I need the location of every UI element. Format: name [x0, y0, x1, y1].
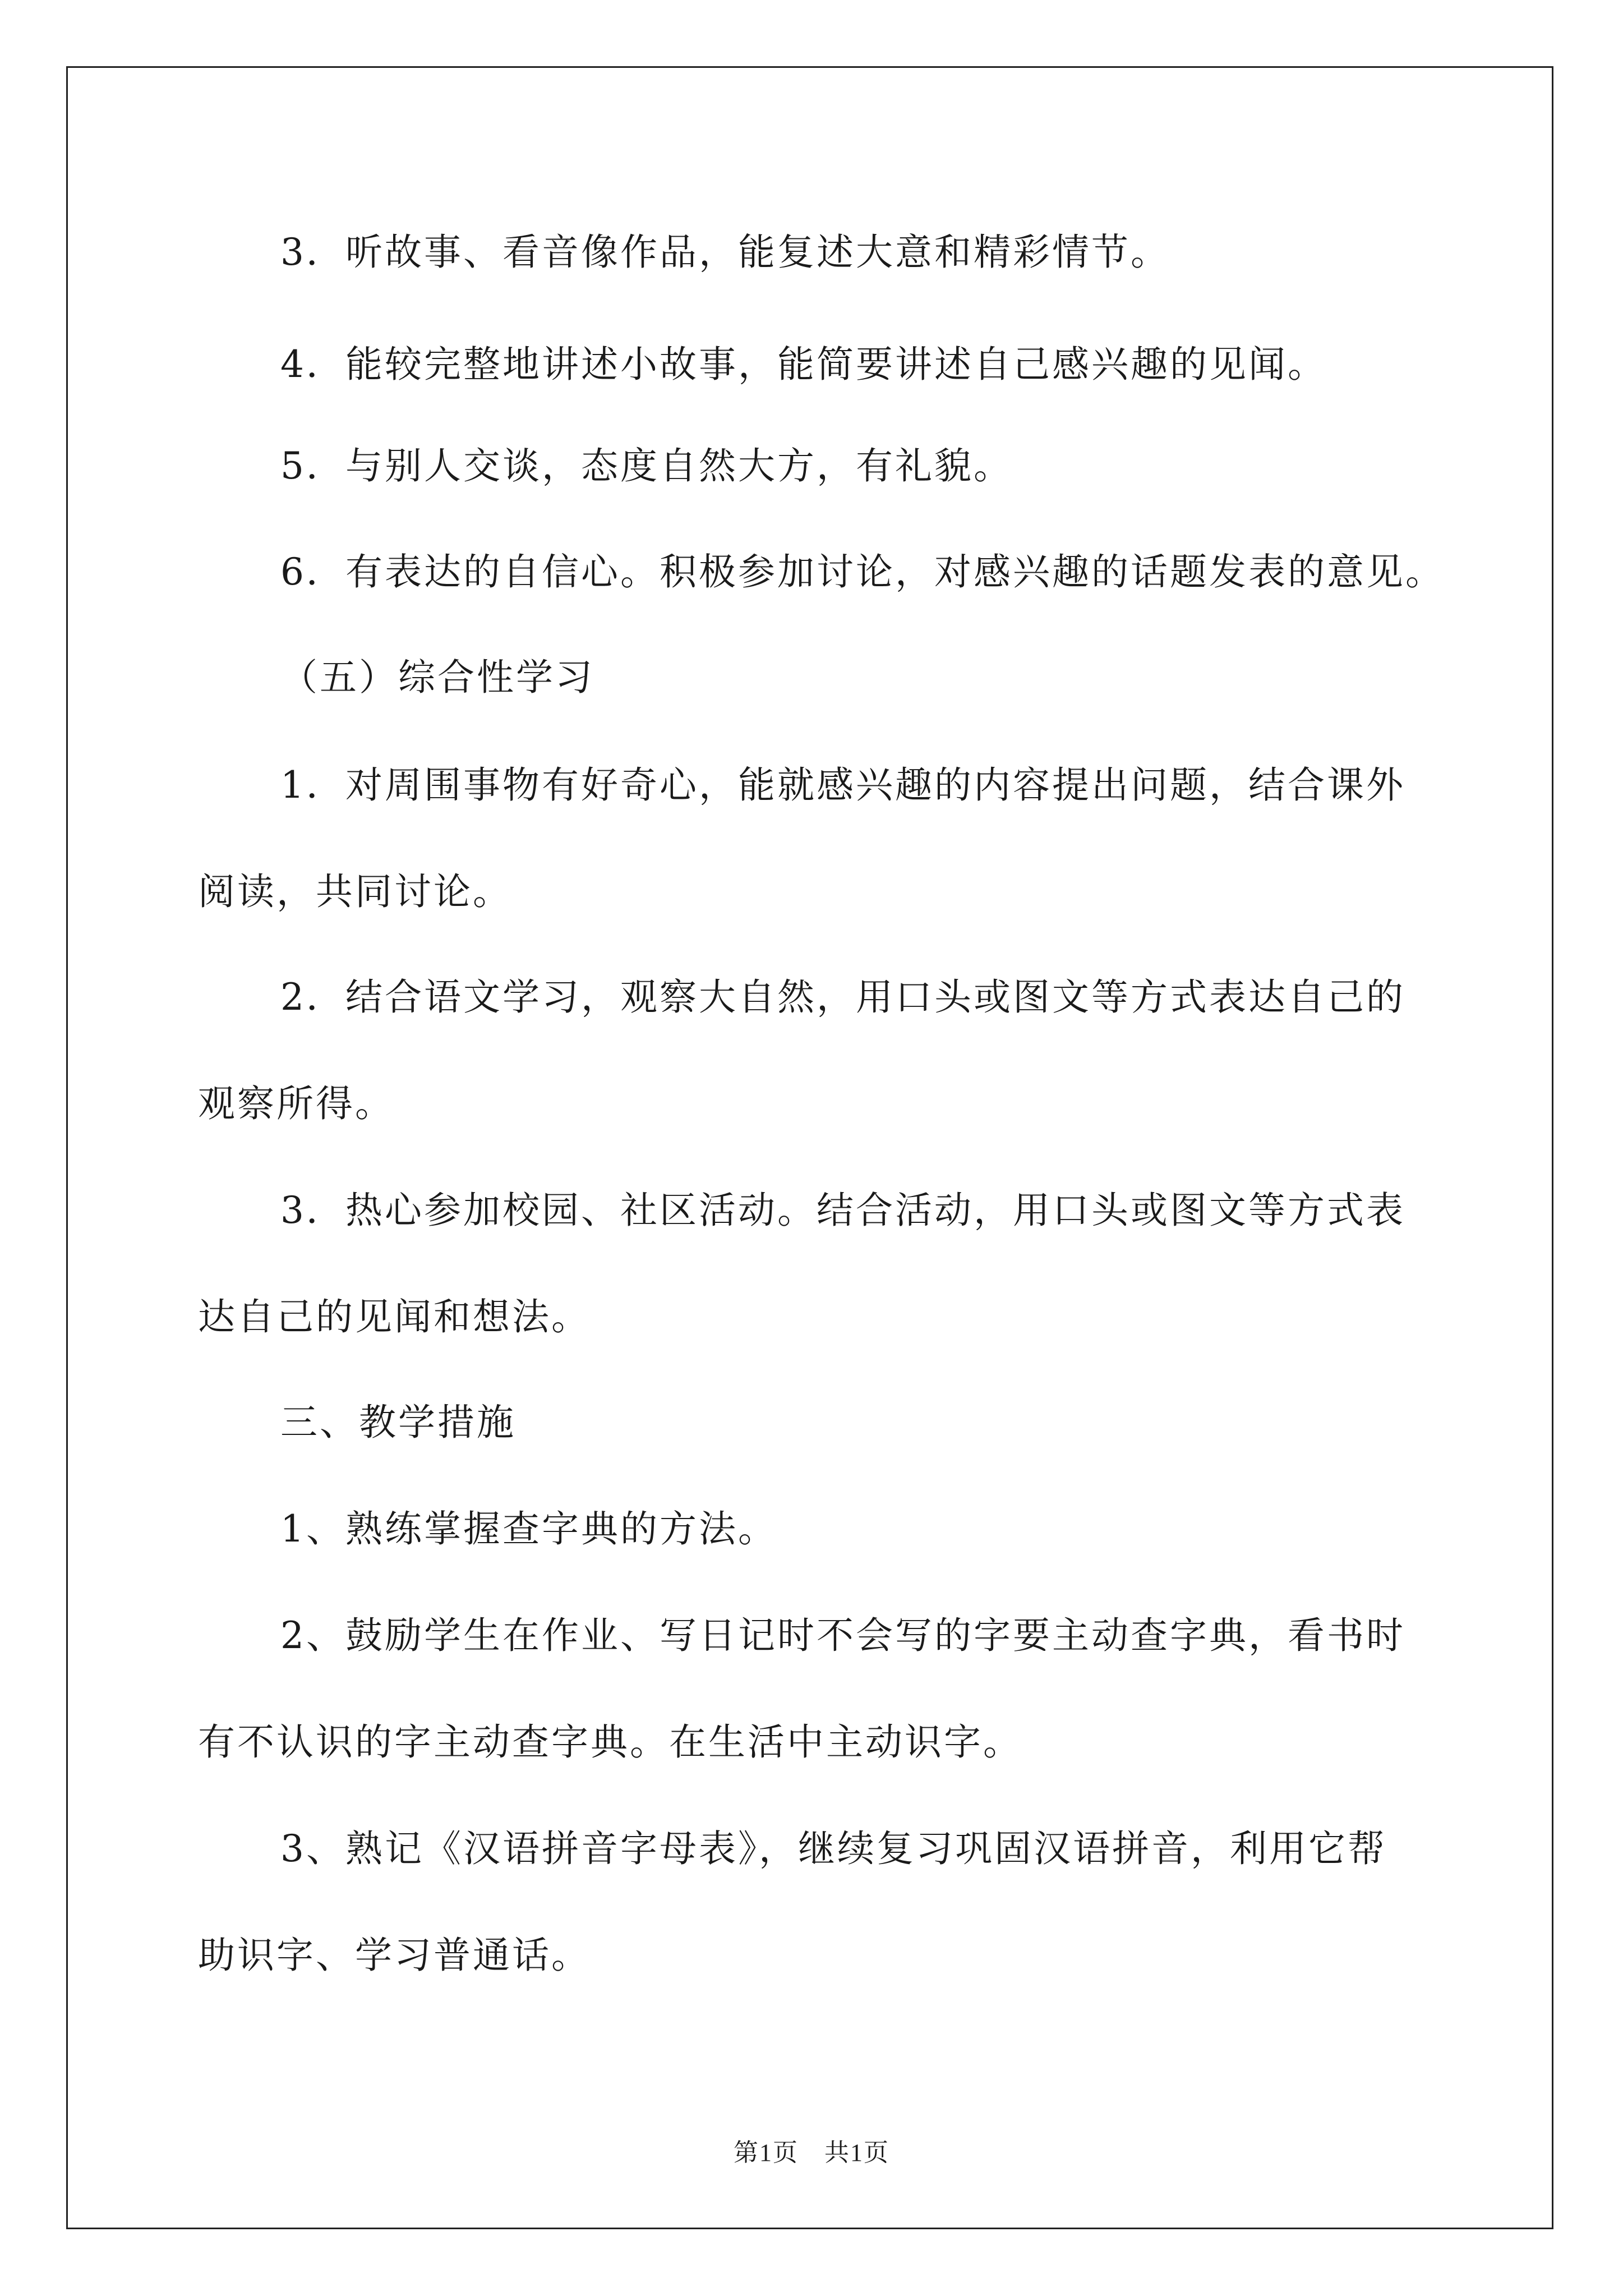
page-footer: 第1页 共1页 — [734, 2139, 889, 2166]
text-line-11: 达自己的见闻和想法。 — [198, 1295, 591, 1338]
text-line-9: 观察所得。 — [198, 1082, 394, 1125]
page-border — [66, 66, 1553, 2229]
text-line-7: 阅读，共同讨论。 — [198, 870, 512, 913]
text-line-17: 助识字、学习普通话。 — [198, 1934, 591, 1977]
section-heading-teaching-measures: 三、教学措施 — [280, 1401, 516, 1444]
text-line-14: 2、鼓励学生在作业、写日记时不会写的字要主动查字典，看书时 — [280, 1614, 1405, 1657]
text-line-2: 4．能较完整地讲述小故事，能简要讲述自己感兴趣的见闻。 — [280, 343, 1327, 386]
text-line-13: 1、熟练掌握查字典的方法。 — [280, 1507, 777, 1550]
text-line-3: 5．与别人交谈，态度自然大方，有礼貌。 — [280, 444, 1013, 487]
text-line-1: 3．听故事、看音像作品，能复述大意和精彩情节。 — [280, 231, 1170, 274]
text-line-16: 3、熟记《汉语拼音字母表》，继续复习巩固汉语拼音，利用它帮 — [280, 1827, 1387, 1870]
text-line-10: 3．热心参加校园、社区活动。结合活动，用口头或图文等方式表 — [280, 1189, 1405, 1232]
section-heading-comprehensive-learning: （五）综合性学习 — [280, 656, 594, 699]
text-line-15: 有不认识的字主动查字典。在生活中主动识字。 — [198, 1720, 1022, 1764]
text-line-8: 2．结合语文学习，观察大自然，用口头或图文等方式表达自己的 — [280, 976, 1405, 1019]
text-line-4: 6．有表达的自信心。积极参加讨论，对感兴趣的话题发表的意见。 — [280, 550, 1445, 593]
text-line-6: 1．对周围事物有好奇心，能就感兴趣的内容提出问题，结合课外 — [280, 763, 1405, 807]
